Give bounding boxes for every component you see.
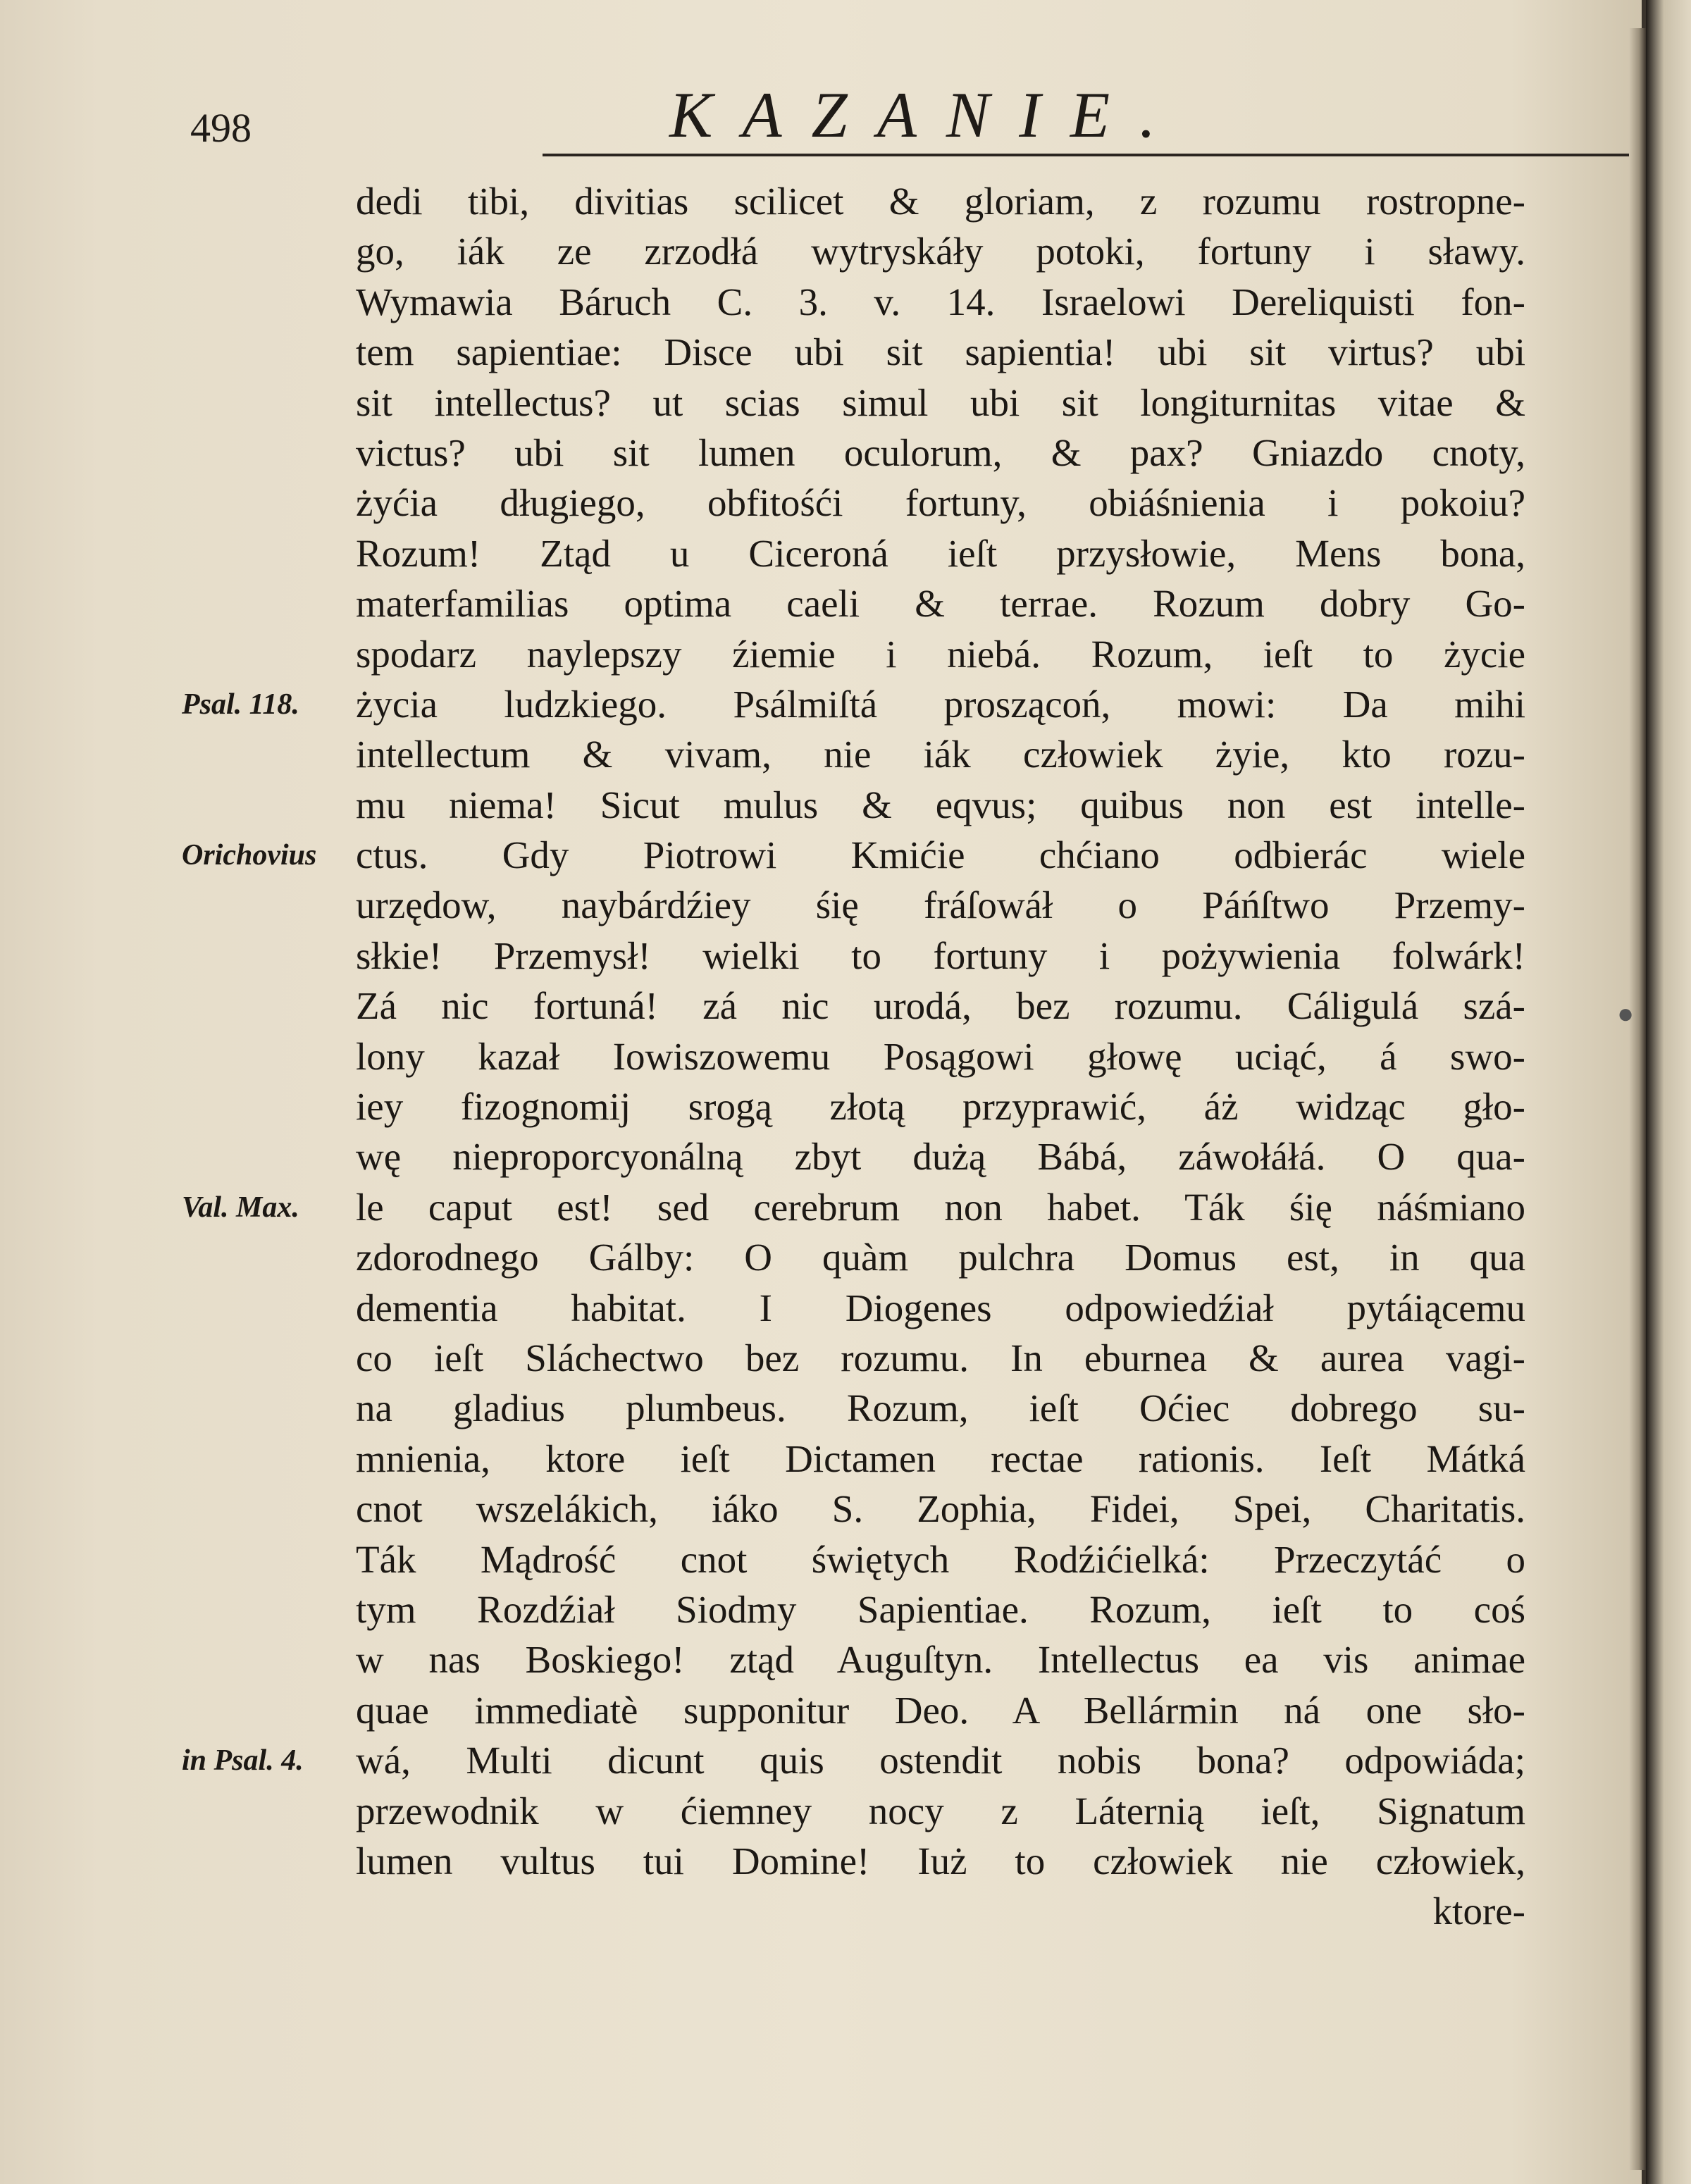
text-line: zdorodnego Gálby: O quàm pulchra Domus est, in qua <box>356 1236 1525 1279</box>
text-line: urzędow, naybárdźiey śię fráſowáł o Páńſtwo Przemy- <box>356 883 1525 927</box>
margin-note: Val. Max. <box>182 1191 299 1224</box>
margin-note: Orichovius <box>182 839 317 872</box>
text-line: ctus. Gdy Piotrowi Kmićie chćiano odbierác wiele <box>356 833 1525 877</box>
text-line: sit intellectus? ut scias simul ubi sit longiturnitas vitae & <box>356 380 1525 424</box>
header-rule <box>543 154 1691 156</box>
text-line: wę nieproporcyonálną zbyt dużą Bábá, záwołáłá. O qua- <box>356 1135 1525 1179</box>
text-line: iey fizognomij srogą złotą przyprawić, áż widząc gło- <box>356 1085 1525 1129</box>
gutter-mark: ● <box>1617 998 1635 1029</box>
text-line: życia ludzkiego. Psálmiſtá proszącoń, mowi: Da mihi <box>356 682 1525 726</box>
text-line: spodarz naylepszy źiemie i niebá. Rozum, ieſt to życie <box>356 632 1525 676</box>
text-line: lony kazał Iowiszowemu Posągowi głowę uciąć, á swo- <box>356 1034 1525 1078</box>
text-line: wá, Multi dicunt quis ostendit nobis bona? odpowiáda; <box>356 1739 1525 1782</box>
text-line: Rozum! Ztąd u Ciceroná ieſt przysłowie, Mens bona, <box>356 531 1525 575</box>
page-edge <box>1629 28 1646 2170</box>
text-line: intellectum & vivam, nie iák człowiek żyie, kto rozu- <box>356 733 1525 776</box>
text-line: Ták Mądrość cnot świętych Rodźićielká: Przeczytáć o <box>356 1537 1525 1581</box>
text-line: przewodnik w ćiemney nocy z Láternią ieſt, Signatum <box>356 1789 1525 1832</box>
text-line: tym Rozdźiał Siodmy Sapientiae. Rozum, ieſt to coś <box>356 1587 1525 1631</box>
text-line: mnienia, ktore ieſt Dictamen rectae rationis. Ieſt Mátká <box>356 1437 1525 1480</box>
text-line: victus? ubi sit lumen oculorum, & pax? Gniazdo cnoty, <box>356 430 1525 474</box>
text-line: lumen vultus tui Domine! Iuż to człowiek nie człowiek, <box>356 1839 1525 1882</box>
text-line: materfamilias optima caeli & terrae. Rozum dobry Go- <box>356 582 1525 626</box>
text-line: Zá nic fortuná! zá nic urodá, bez rozumu. Cáligulá szá- <box>356 984 1525 1028</box>
text-line: na gladius plumbeus. Rozum, ieſt Oćiec dobrego su- <box>356 1386 1525 1430</box>
text-line: ktore- <box>1432 1890 1525 1933</box>
text-line: quae immediatè supponitur Deo. A Bellármin ná one sło- <box>356 1688 1525 1732</box>
text-line: dementia habitat. I Diogenes odpowiedźiał pytáiącemu <box>356 1286 1525 1329</box>
text-line: go, iák ze zrzodłá wytryskáły potoki, fortuny i sławy. <box>356 230 1525 273</box>
text-line: tem sapientiae: Disce ubi sit sapientia! ubi sit virtus? ubi <box>356 330 1525 374</box>
text-line: żyćia długiego, obfitośći fortuny, obiáśnienia i pokoiu? <box>356 481 1525 525</box>
text-line: cnot wszelákich, iáko S. Zophia, Fidei, Spei, Charitatis. <box>356 1487 1525 1531</box>
facing-page-edge <box>1646 0 1691 2184</box>
page-number: 498 <box>190 105 252 151</box>
page-header <box>190 77 1529 155</box>
body-text <box>356 176 1525 1937</box>
text-line: w nas Boskiego! ztąd Auguſtyn. Intellectus ea vis animae <box>356 1638 1525 1682</box>
text-line: le caput est! sed cerebrum non habet. Ták śię náśmiano <box>356 1185 1525 1229</box>
running-title: KAZANIE. <box>669 79 1186 151</box>
text-line: co ieſt Sláchectwo bez rozumu. In eburnea & aurea vagi- <box>356 1336 1525 1379</box>
margin-note: Psal. 118. <box>182 688 299 721</box>
margin-note: in Psal. 4. <box>182 1744 304 1777</box>
text-line: mu niema! Sicut mulus & eqvus; quibus non est intelle- <box>356 783 1525 826</box>
text-line: dedi tibi, divitias scilicet & gloriam, z rozumu rostropne- <box>356 180 1525 223</box>
text-line: słkie! Przemysł! wielki to fortuny i pożywienia folwárk! <box>356 933 1525 977</box>
text-line: Wymawia Báruch C. 3. v. 14. Israelowi Dereliquisti fon- <box>356 280 1525 323</box>
